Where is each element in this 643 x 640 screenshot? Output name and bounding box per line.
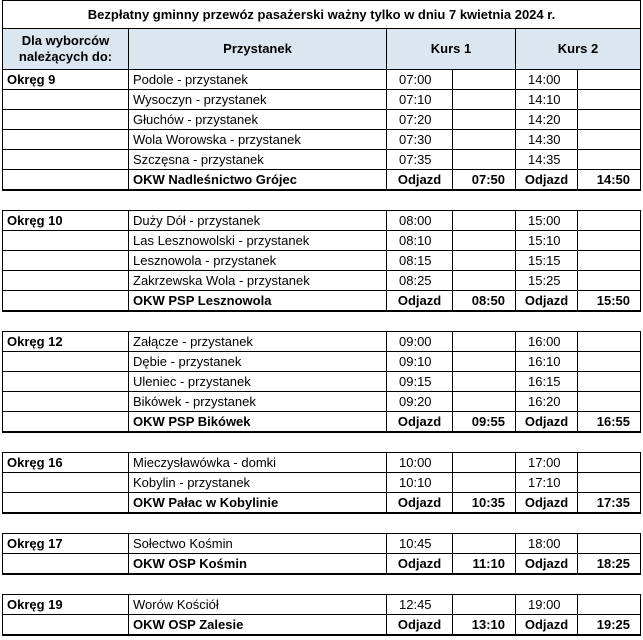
stop-name: Podole - przystanek xyxy=(129,70,387,90)
course-1-time: 08:15 xyxy=(387,251,453,271)
course-1-time: 07:00 xyxy=(387,70,453,90)
spacer-cell xyxy=(129,432,387,453)
course-1-time: 10:45 xyxy=(387,534,453,554)
stop-name: Kobylin - przystanek xyxy=(129,473,387,493)
spacer-cell xyxy=(129,190,387,211)
stop-name: Lesznowola - przystanek xyxy=(129,251,387,271)
stop-row xyxy=(3,251,641,271)
course-2-extra xyxy=(578,453,641,473)
course-1-depart-time: 11:10 xyxy=(453,554,516,575)
spacer-row xyxy=(3,574,641,595)
course-1-time: 09:00 xyxy=(387,332,453,352)
course-1-extra xyxy=(453,231,516,251)
district-empty xyxy=(3,473,129,493)
course-1-extra xyxy=(453,150,516,170)
course-2-extra xyxy=(578,271,641,291)
course-1-depart-time: 09:55 xyxy=(453,412,516,433)
spacer-cell xyxy=(453,513,516,534)
course-2-extra xyxy=(578,150,641,170)
course-2-time: 16:15 xyxy=(516,372,578,392)
okw-row xyxy=(3,493,641,514)
course-1-time: 09:10 xyxy=(387,352,453,372)
spacer-row xyxy=(3,311,641,332)
stop-name: Dębie - przystanek xyxy=(129,352,387,372)
course-1-extra xyxy=(453,130,516,150)
spacer-cell xyxy=(453,311,516,332)
spacer-cell xyxy=(516,190,578,211)
course-1-depart-label: Odjazd xyxy=(387,291,453,312)
district-empty xyxy=(3,392,129,412)
stop-name: Załącze - przystanek xyxy=(129,332,387,352)
course-2-time: 14:30 xyxy=(516,130,578,150)
stop-row xyxy=(3,90,641,110)
timetable xyxy=(2,0,641,636)
stop-row xyxy=(3,211,641,231)
stop-row xyxy=(3,352,641,372)
header-stop: Przystanek xyxy=(129,29,387,70)
course-1-time: 07:30 xyxy=(387,130,453,150)
stop-row xyxy=(3,372,641,392)
spacer-cell xyxy=(516,311,578,332)
spacer-cell xyxy=(516,574,578,595)
district-empty xyxy=(3,352,129,372)
district-name: Okręg 16 xyxy=(3,453,129,473)
course-2-time: 16:20 xyxy=(516,392,578,412)
stop-row xyxy=(3,332,641,352)
course-2-depart-time: 18:25 xyxy=(578,554,641,575)
course-2-time: 14:35 xyxy=(516,150,578,170)
course-2-extra xyxy=(578,332,641,352)
course-1-depart-label: Odjazd xyxy=(387,412,453,433)
spacer-cell xyxy=(516,432,578,453)
okw-name: OKW OSP Kośmin xyxy=(129,554,387,575)
course-1-extra xyxy=(453,110,516,130)
course-1-extra xyxy=(453,271,516,291)
course-1-time: 07:20 xyxy=(387,110,453,130)
stop-row xyxy=(3,392,641,412)
course-2-depart-label: Odjazd xyxy=(516,554,578,575)
spacer-cell xyxy=(453,432,516,453)
spacer-cell xyxy=(516,513,578,534)
district-empty xyxy=(3,493,129,514)
course-1-depart-time: 07:50 xyxy=(453,170,516,191)
course-2-time: 14:20 xyxy=(516,110,578,130)
district-empty xyxy=(3,150,129,170)
course-2-time: 15:10 xyxy=(516,231,578,251)
okw-name: OKW Pałac w Kobylinie xyxy=(129,493,387,514)
district-empty xyxy=(3,372,129,392)
course-1-extra xyxy=(453,70,516,90)
course-2-time: 18:00 xyxy=(516,534,578,554)
course-2-extra xyxy=(578,231,641,251)
stop-name: Wysoczyn - przystanek xyxy=(129,90,387,110)
course-1-time: 08:00 xyxy=(387,211,453,231)
stop-name: Bikówek - przystanek xyxy=(129,392,387,412)
spacer-cell xyxy=(3,513,129,534)
course-1-time: 10:10 xyxy=(387,473,453,493)
course-1-extra xyxy=(453,595,516,615)
course-2-depart-time: 16:55 xyxy=(578,412,641,433)
course-2-extra xyxy=(578,595,641,615)
okw-name: OKW Nadleśnictwo Grójec xyxy=(129,170,387,191)
course-1-depart-label: Odjazd xyxy=(387,554,453,575)
spacer-cell xyxy=(578,513,641,534)
course-1-time: 09:15 xyxy=(387,372,453,392)
stop-name: Sołectwo Kośmin xyxy=(129,534,387,554)
stop-row xyxy=(3,150,641,170)
spacer-cell xyxy=(3,190,129,211)
course-1-extra xyxy=(453,332,516,352)
course-1-extra xyxy=(453,453,516,473)
district-empty xyxy=(3,412,129,433)
header-row xyxy=(3,29,641,70)
course-1-extra xyxy=(453,372,516,392)
course-2-extra xyxy=(578,372,641,392)
okw-row xyxy=(3,412,641,433)
stop-name: Wola Worowska - przystanek xyxy=(129,130,387,150)
course-2-depart-label: Odjazd xyxy=(516,412,578,433)
stop-row xyxy=(3,271,641,291)
okw-row xyxy=(3,170,641,191)
okw-name: OKW PSP Bikówek xyxy=(129,412,387,433)
district-empty xyxy=(3,554,129,575)
stop-name: Mieczysławówka - domki xyxy=(129,453,387,473)
spacer-cell xyxy=(453,574,516,595)
spacer-cell xyxy=(387,574,453,595)
course-2-time: 17:10 xyxy=(516,473,578,493)
course-2-extra xyxy=(578,352,641,372)
title-row xyxy=(3,1,641,29)
stop-row xyxy=(3,231,641,251)
course-2-time: 15:00 xyxy=(516,211,578,231)
course-2-time: 15:15 xyxy=(516,251,578,271)
okw-row xyxy=(3,615,641,636)
district-name: Okręg 10 xyxy=(3,211,129,231)
stop-name: Zakrzewska Wola - przystanek xyxy=(129,271,387,291)
spacer-cell xyxy=(578,432,641,453)
course-2-time: 16:10 xyxy=(516,352,578,372)
okw-name: OKW PSP Lesznowola xyxy=(129,291,387,312)
spacer-cell xyxy=(3,432,129,453)
course-2-extra xyxy=(578,90,641,110)
spacer-cell xyxy=(3,574,129,595)
district-empty xyxy=(3,170,129,191)
district-name: Okręg 12 xyxy=(3,332,129,352)
stop-name: Duży Dół - przystanek xyxy=(129,211,387,231)
district-empty xyxy=(3,615,129,636)
okw-name: OKW OSP Zalesie xyxy=(129,615,387,636)
course-2-extra xyxy=(578,110,641,130)
course-2-extra xyxy=(578,130,641,150)
course-1-depart-label: Odjazd xyxy=(387,615,453,636)
course-2-depart-label: Odjazd xyxy=(516,615,578,636)
course-1-extra xyxy=(453,90,516,110)
course-2-depart-label: Odjazd xyxy=(516,291,578,312)
course-1-depart-label: Odjazd xyxy=(387,493,453,514)
course-1-time: 09:20 xyxy=(387,392,453,412)
course-1-depart-time: 10:35 xyxy=(453,493,516,514)
course-1-time: 08:25 xyxy=(387,271,453,291)
timetable-body xyxy=(3,1,641,636)
header-course-2: Kurs 2 xyxy=(516,29,641,70)
course-1-extra xyxy=(453,211,516,231)
course-2-time: 17:00 xyxy=(516,453,578,473)
stop-name: Uleniec - przystanek xyxy=(129,372,387,392)
course-2-time: 16:00 xyxy=(516,332,578,352)
spacer-row xyxy=(3,190,641,211)
header-voters: Dla wyborców należących do: xyxy=(3,29,129,70)
course-1-extra xyxy=(453,352,516,372)
stop-name: Worów Kościół xyxy=(129,595,387,615)
course-2-time: 14:00 xyxy=(516,70,578,90)
course-2-depart-time: 19:25 xyxy=(578,615,641,636)
course-2-time: 19:00 xyxy=(516,595,578,615)
spacer-cell xyxy=(578,574,641,595)
spacer-cell xyxy=(387,513,453,534)
spacer-cell xyxy=(578,311,641,332)
course-1-depart-time: 13:10 xyxy=(453,615,516,636)
course-2-extra xyxy=(578,473,641,493)
course-2-depart-time: 14:50 xyxy=(578,170,641,191)
course-2-extra xyxy=(578,70,641,90)
document-title: Bezpłatny gminny przewóz pasażerski ważny tylko w dniu 7 kwietnia 2024 r. xyxy=(3,1,641,29)
okw-row xyxy=(3,291,641,312)
course-1-depart-time: 08:50 xyxy=(453,291,516,312)
stop-row xyxy=(3,473,641,493)
course-2-extra xyxy=(578,392,641,412)
course-2-depart-time: 17:35 xyxy=(578,493,641,514)
district-name: Okręg 19 xyxy=(3,595,129,615)
spacer-cell xyxy=(129,574,387,595)
course-1-depart-label: Odjazd xyxy=(387,170,453,191)
spacer-cell xyxy=(387,432,453,453)
spacer-row xyxy=(3,513,641,534)
course-1-extra xyxy=(453,473,516,493)
spacer-cell xyxy=(387,190,453,211)
okw-row xyxy=(3,554,641,575)
stop-name: Głuchów - przystanek xyxy=(129,110,387,130)
district-name: Okręg 17 xyxy=(3,534,129,554)
course-1-time: 07:35 xyxy=(387,150,453,170)
stop-row xyxy=(3,130,641,150)
spacer-cell xyxy=(453,190,516,211)
stop-row xyxy=(3,70,641,90)
course-1-extra xyxy=(453,534,516,554)
spacer-row xyxy=(3,432,641,453)
spacer-cell xyxy=(578,190,641,211)
course-1-time: 10:00 xyxy=(387,453,453,473)
spacer-cell xyxy=(3,311,129,332)
course-2-depart-label: Odjazd xyxy=(516,493,578,514)
stop-row xyxy=(3,534,641,554)
district-empty xyxy=(3,110,129,130)
header-course-1: Kurs 1 xyxy=(387,29,516,70)
district-empty xyxy=(3,271,129,291)
stop-row xyxy=(3,595,641,615)
spacer-cell xyxy=(387,311,453,332)
district-empty xyxy=(3,291,129,312)
district-empty xyxy=(3,90,129,110)
course-1-extra xyxy=(453,392,516,412)
course-2-depart-label: Odjazd xyxy=(516,170,578,191)
district-empty xyxy=(3,251,129,271)
district-empty xyxy=(3,231,129,251)
district-name: Okręg 9 xyxy=(3,70,129,90)
course-2-time: 15:25 xyxy=(516,271,578,291)
district-empty xyxy=(3,130,129,150)
course-2-extra xyxy=(578,534,641,554)
course-2-time: 14:10 xyxy=(516,90,578,110)
stop-name: Szczęsna - przystanek xyxy=(129,150,387,170)
stop-row xyxy=(3,453,641,473)
spacer-cell xyxy=(129,513,387,534)
stop-row xyxy=(3,110,641,130)
course-1-time: 08:10 xyxy=(387,231,453,251)
course-1-extra xyxy=(453,251,516,271)
course-2-extra xyxy=(578,211,641,231)
course-2-extra xyxy=(578,251,641,271)
course-1-time: 12:45 xyxy=(387,595,453,615)
stop-name: Las Lesznowolski - przystanek xyxy=(129,231,387,251)
course-2-depart-time: 15:50 xyxy=(578,291,641,312)
spacer-cell xyxy=(129,311,387,332)
course-1-time: 07:10 xyxy=(387,90,453,110)
